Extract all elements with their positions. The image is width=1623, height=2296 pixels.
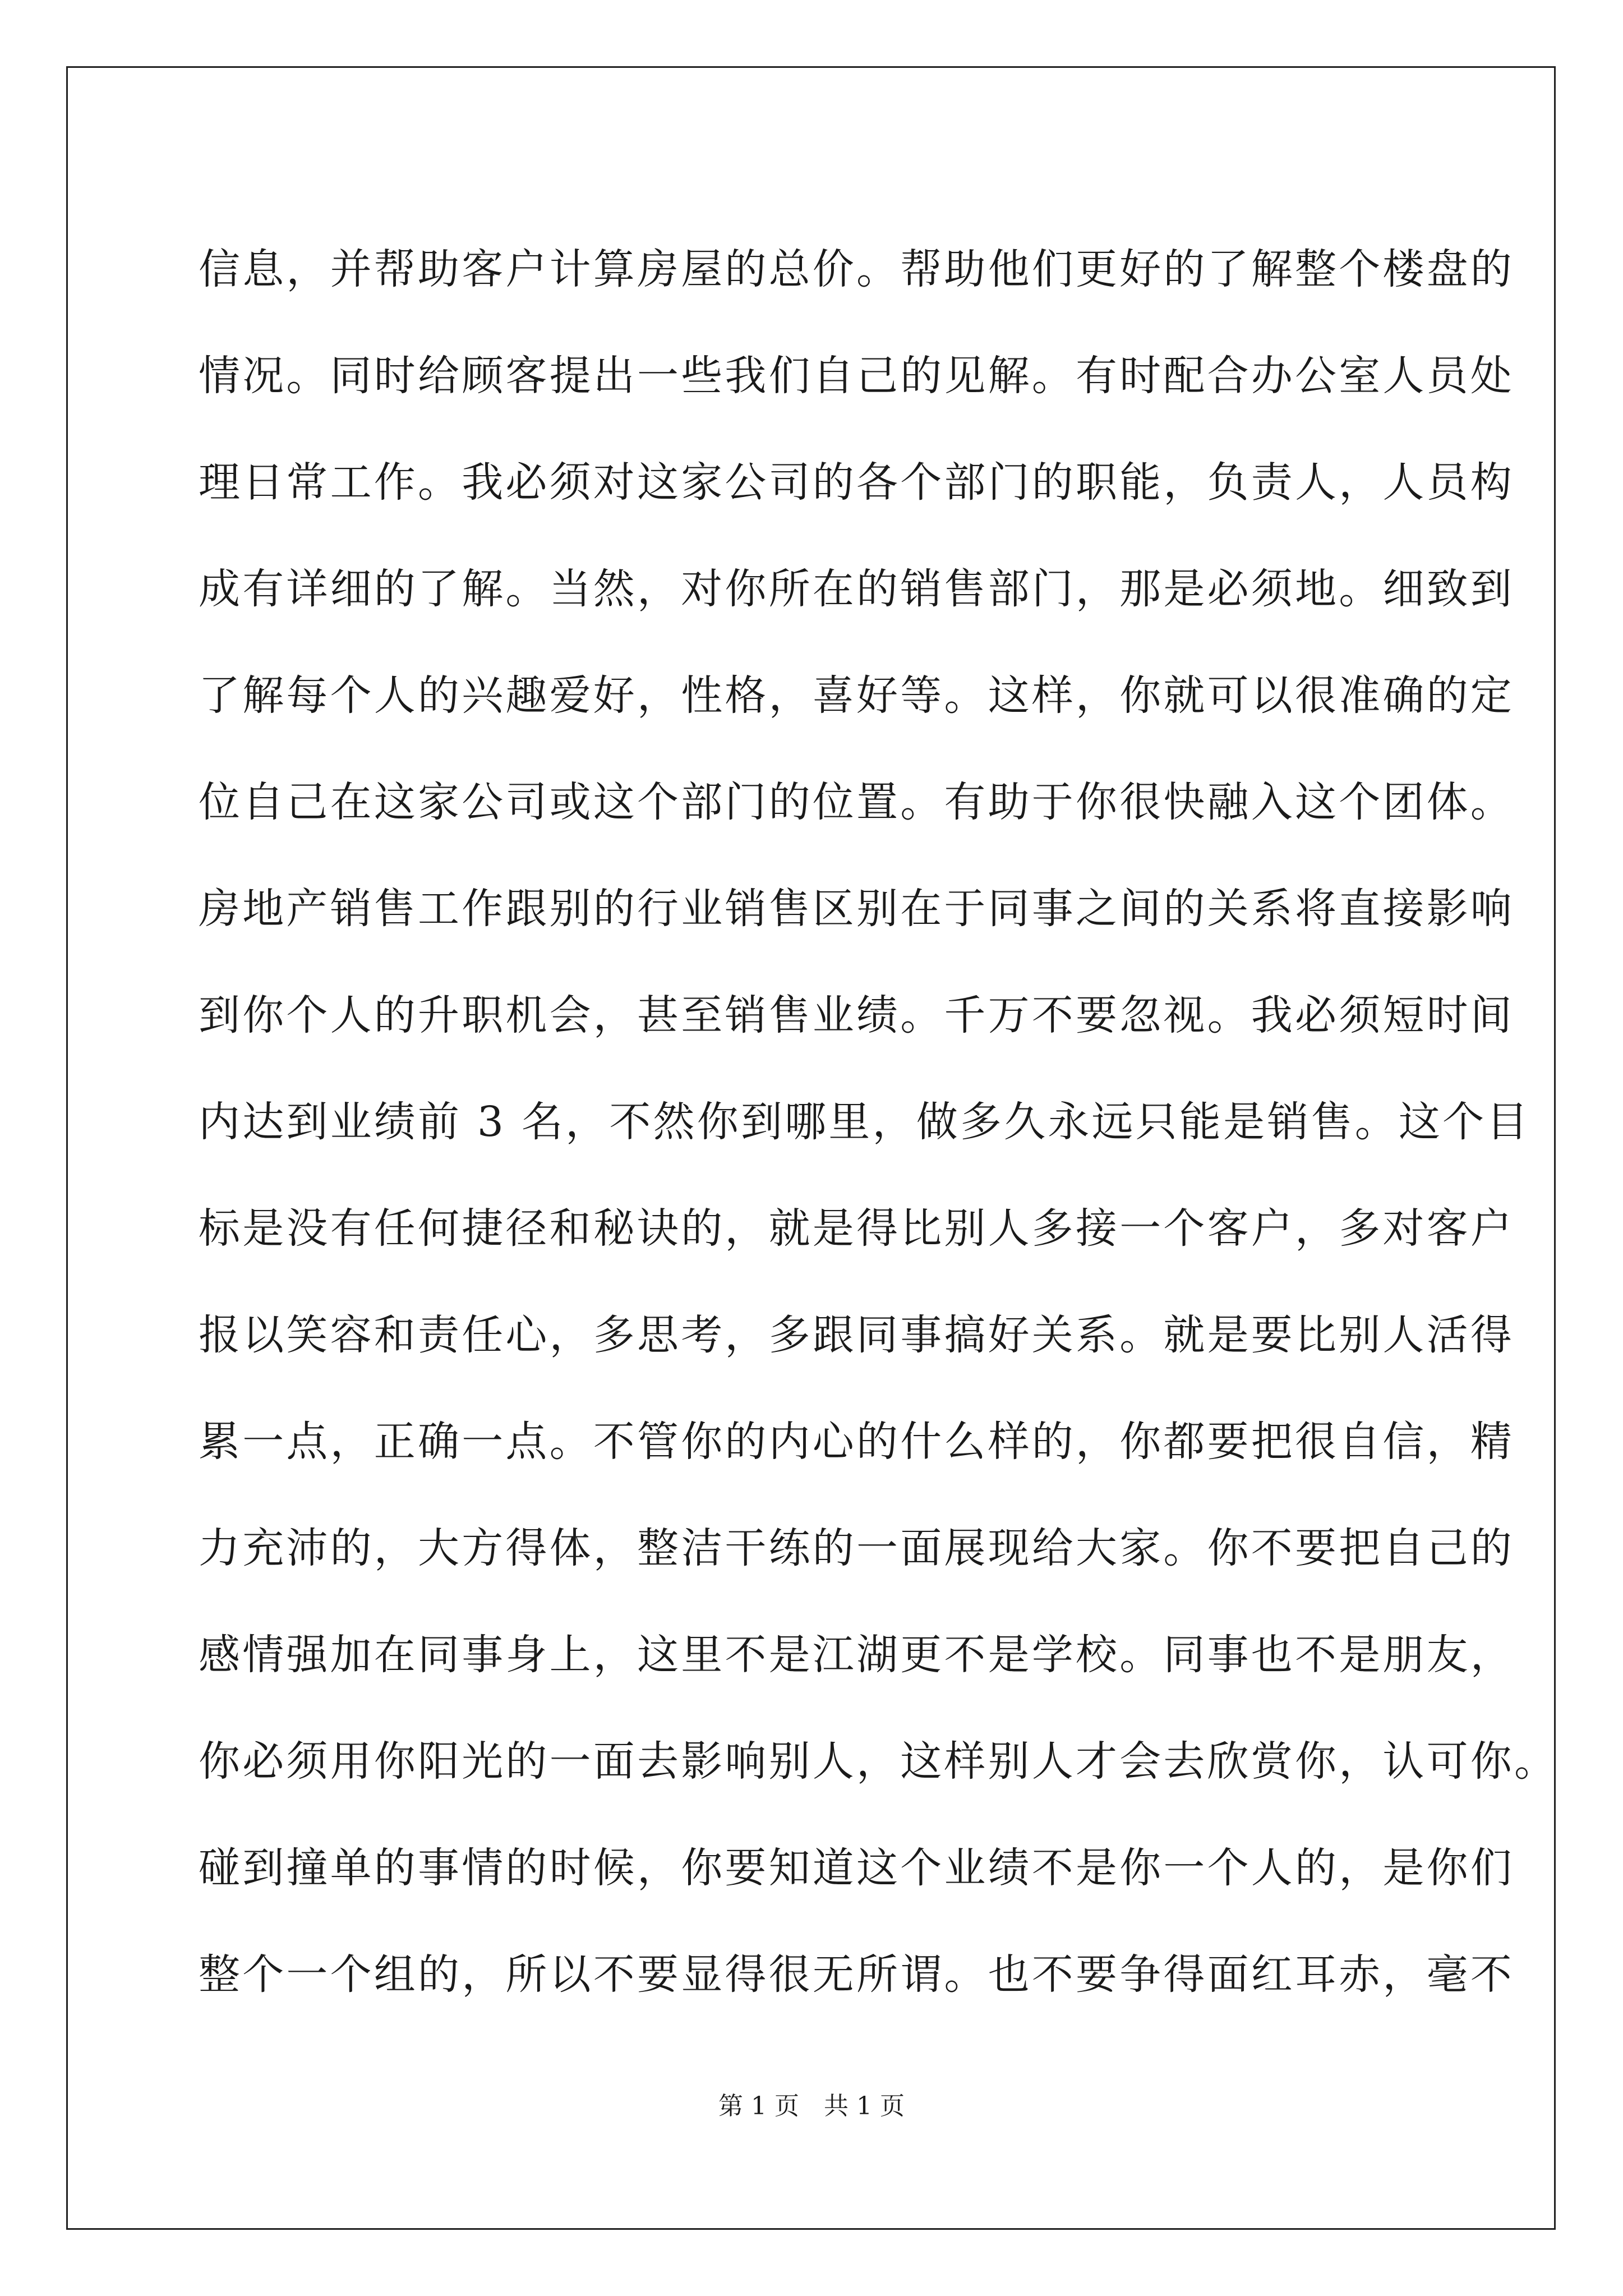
text-line: 感情强加在同事身上，这里不是江湖更不是学校。同事也不是朋友， [199, 1631, 1514, 1679]
text-line: 累一点，正确一点。不管你的内心的什么样的，你都要把很自信，精 [199, 1418, 1514, 1466]
text-line: 报以笑容和责任心，多思考，多跟同事搞好关系。就是要比别人活得 [199, 1311, 1514, 1359]
document-body [199, 216, 1559, 2028]
text-line: 成有详细的了解。当然，对你所在的销售部门，那是必须地。细致到 [199, 565, 1514, 613]
text-line: 房地产销售工作跟别的行业销售区别在于同事之间的关系将直接影响 [199, 885, 1514, 933]
text-line: 到你个人的升职机会，甚至销售业绩。千万不要忽视。我必须短时间 [199, 991, 1514, 1039]
text-line: 标是没有任何捷径和秘诀的，就是得比别人多接一个客户，多对客户 [199, 1204, 1514, 1253]
text-line: 情况。同时给顾客提出一些我们自己的见解。有时配合办公室人员处 [199, 352, 1514, 400]
page-number-footer: 第 1 页 共 1 页 [718, 2092, 905, 2120]
text-line: 碰到撞单的事情的时候，你要知道这个业绩不是你一个人的，是你们 [199, 1844, 1514, 1892]
text-line: 信息，并帮助客户计算房屋的总价。帮助他们更好的了解整个楼盘的 [199, 245, 1514, 293]
text-line: 了解每个人的兴趣爱好，性格，喜好等。这样，你就可以很准确的定 [199, 671, 1514, 720]
text-line: 理日常工作。我必须对这家公司的各个部门的职能，负责人，人员构 [199, 458, 1514, 507]
text-line: 力充沛的，大方得体，整洁干练的一面展现给大家。你不要把自己的 [199, 1524, 1514, 1572]
text-line: 内达到业绩前 3 名，不然你到哪里，做多久永远只能是销售。这个目 [199, 1098, 1530, 1146]
text-line: 位自己在这家公司或这个部门的位置。有助于你很快融入这个团体。 [199, 778, 1514, 826]
text-line: 整个一个组的，所以不要显得很无所谓。也不要争得面红耳赤，毫不 [199, 1950, 1514, 1999]
text-line: 你必须用你阳光的一面去影响别人，这样别人才会去欣赏你，认可你。 [199, 1737, 1559, 1786]
